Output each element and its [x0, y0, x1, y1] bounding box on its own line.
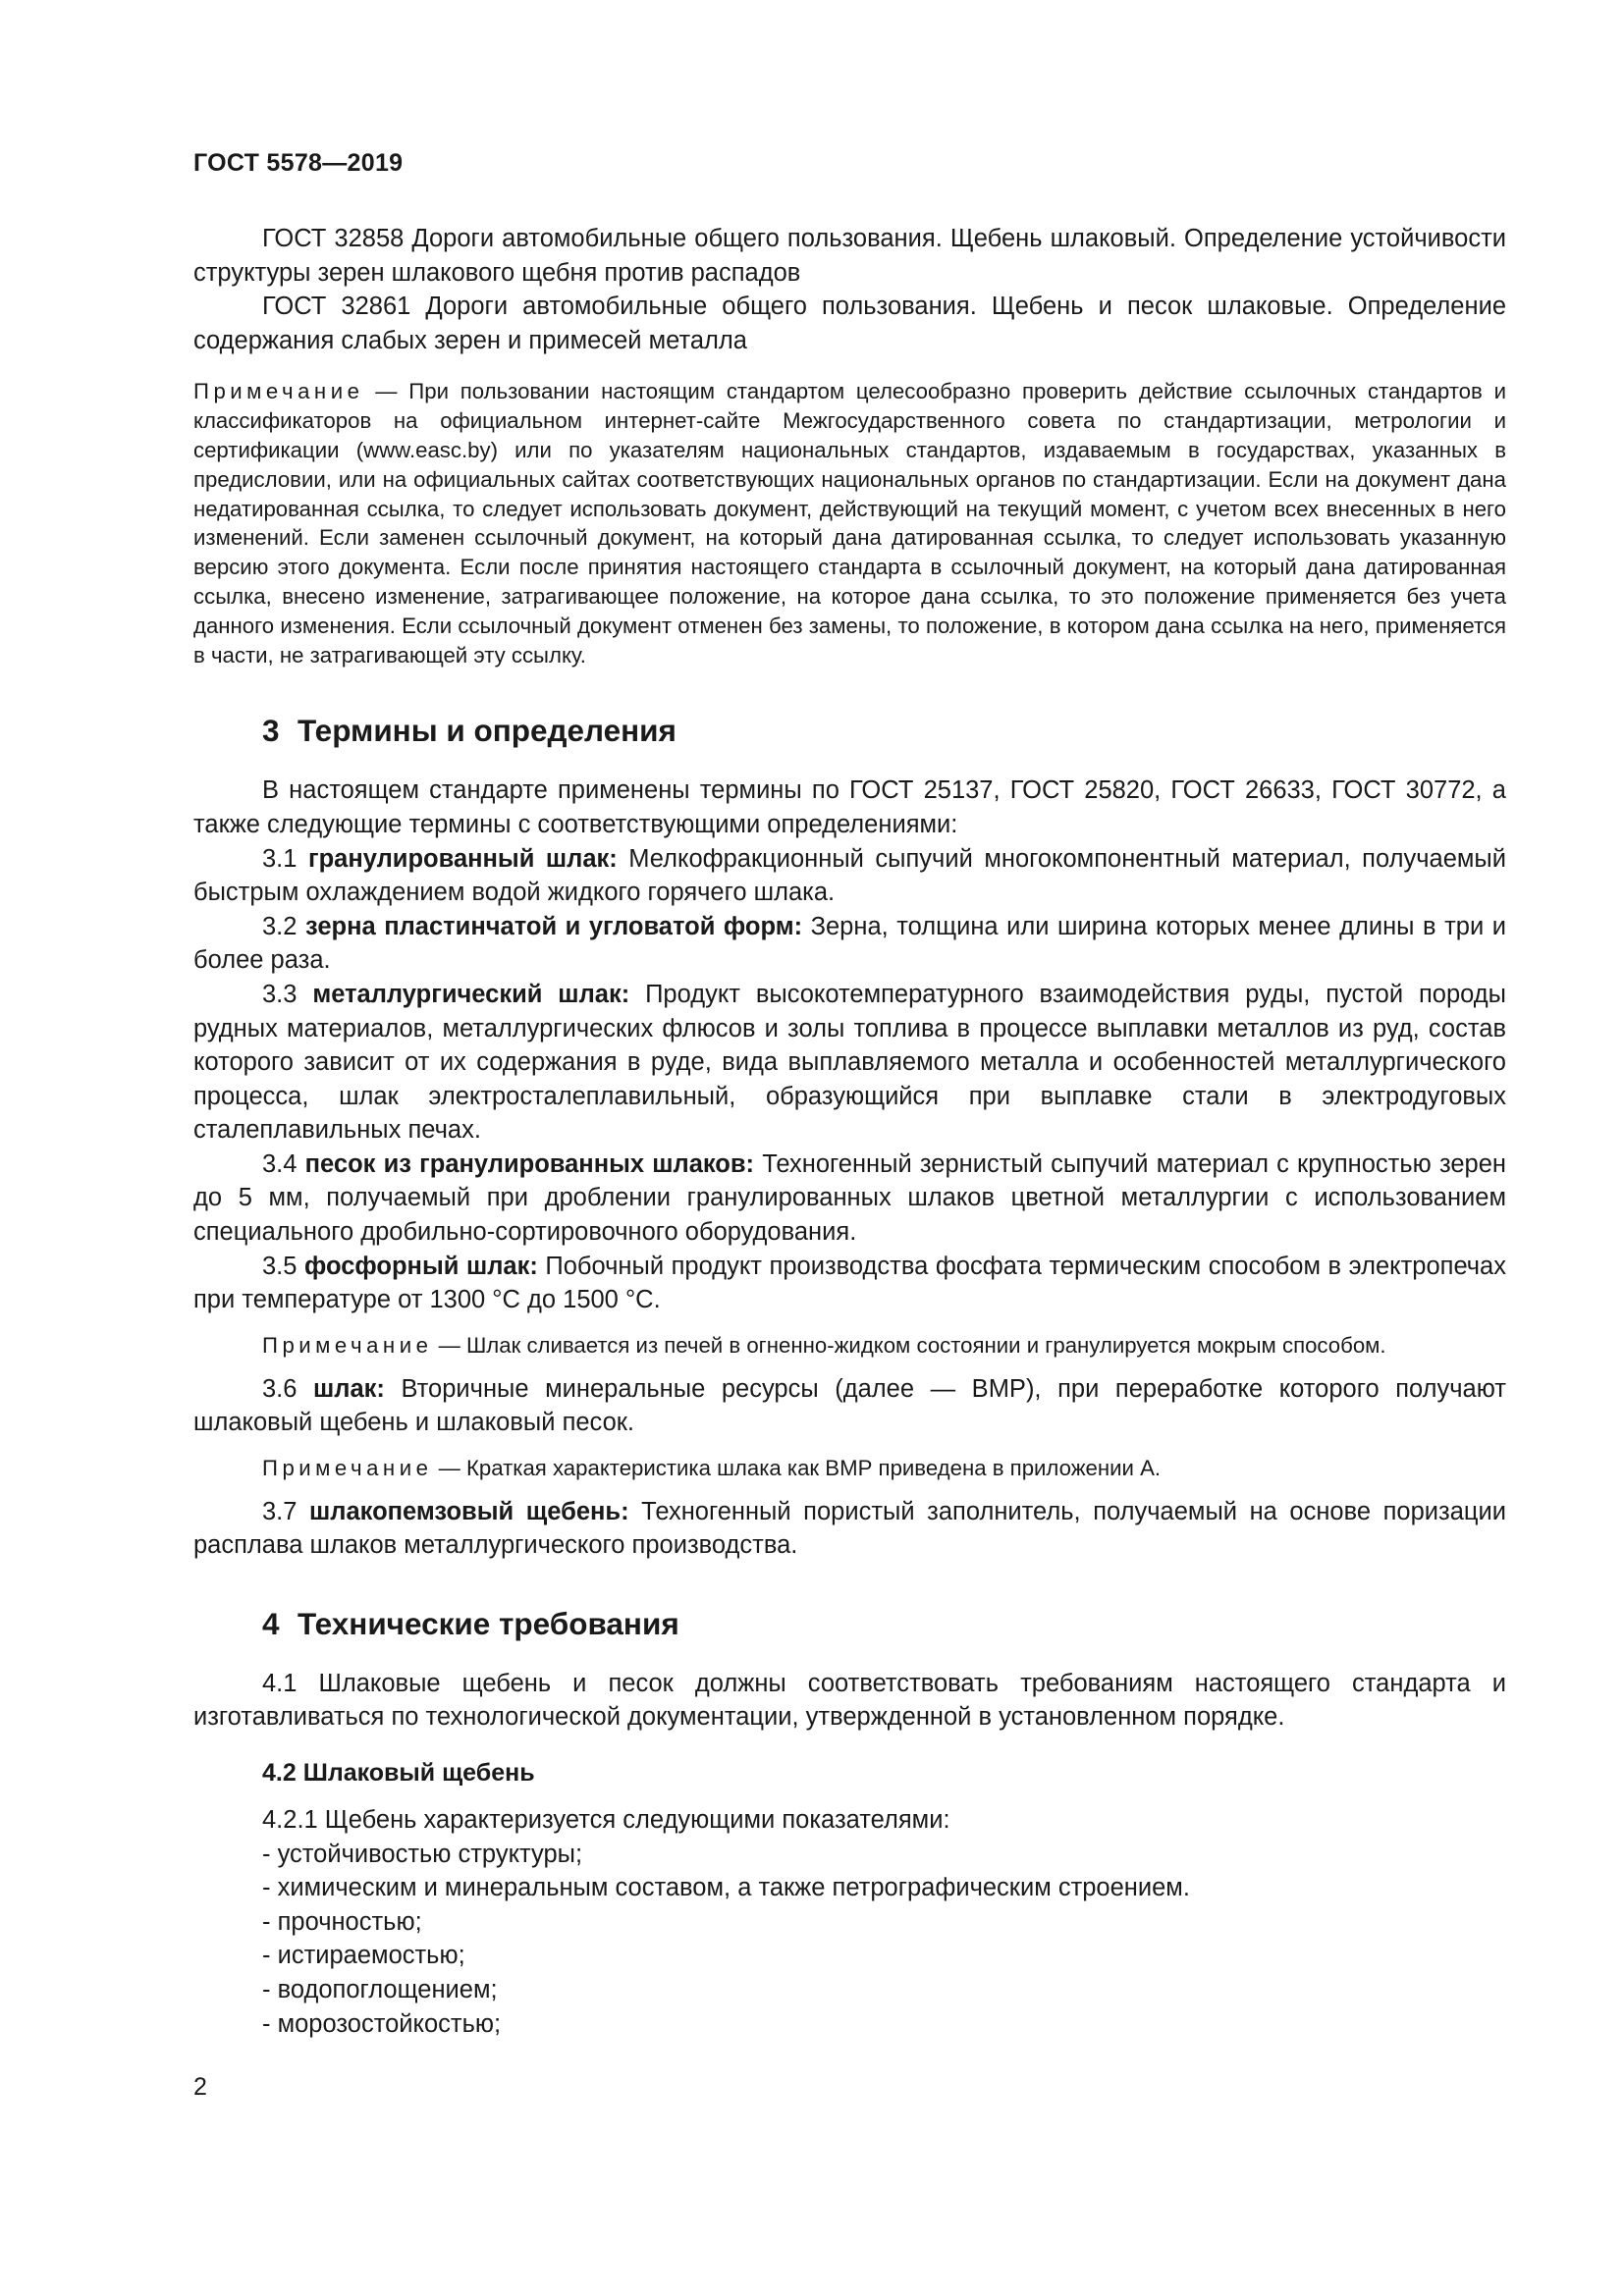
term-definition: Вторичные минеральные ресурсы (далее — ВМР), при переработке которого получают шлаковый щебень и шлаковый песок. [193, 1374, 1506, 1437]
note-dash: — [432, 1332, 466, 1358]
ref-gost-32858: ГОСТ 32858 Дороги автомобильные общего пользования. Щебень шлаковый. Определение устойчивости структуры зерен шлакового щебня против распадов [193, 225, 1506, 287]
list-item: - водопоглощением; [262, 1975, 498, 2003]
ref-gost-32861: ГОСТ 32861 Дороги автомобильные общего пользования. Щебень и песок шлаковые. Определение содержания слабых зерен и примесей металла [193, 293, 1506, 354]
page-number: 2 [193, 2073, 207, 2101]
term-definition: Зерна, толщина или ширина которых менее длины в три и более раза. [193, 912, 1506, 975]
term-name: зерна пластинчатой и угловатой форм: [304, 912, 803, 940]
section-number: 4 [262, 1605, 280, 1641]
note-dash: — [363, 379, 409, 404]
list-item: - устойчивостью структуры; [262, 1840, 583, 1868]
term-number: 3.7 [262, 1497, 298, 1525]
term-definition: Техногенный зернистый сыпучий материал с крупностью зерен до 5 мм, получаемый при дроблении гранулированных шлаков цветной металлургии с использованием специального дробильно-сортировочного оборудования. [193, 1149, 1506, 1247]
clause-4-1: 4.1 Шлаковые щебень и песок должны соответствовать требованиям настоящего стандарта и изготавливаться по технологической документации, утвержденной в установленном порядке. [193, 1669, 1506, 1732]
term-number: 3.4 [262, 1149, 298, 1178]
term-definition: Побочный продукт производства фосфата термическим способом в электропечах при температуре от 1300 °С до 1500 °С. [193, 1252, 1506, 1314]
note-label: Примечание [193, 379, 364, 404]
term-3-5 [193, 1250, 1506, 1317]
page-content [193, 222, 1506, 2041]
term-3-1 [193, 842, 1506, 910]
section-title: Технические требования [298, 1605, 679, 1641]
term-3-3 [193, 978, 1506, 1148]
term-name: гранулированный шлак: [307, 844, 618, 873]
term-3-5-note [193, 1331, 1506, 1361]
term-number: 3.3 [262, 980, 298, 1008]
term-definition: Продукт высокотемпературного взаимодействия руды, пустой породы рудных материалов, металлургических флюсов и золы топлива в процессе выплавки металлов из руд, состав которого зависит от их содержания в руде, вида выплавляемого металла и особенностей металлургического процесса, шлак электросталеплавильный, образующийся при выплавке стали в электродуговых сталеплавильных печах. [193, 980, 1506, 1145]
section-number: 3 [262, 713, 280, 749]
section-3-heading [262, 711, 1506, 750]
term-number: 3.2 [262, 912, 298, 940]
subsection-4-2-heading: 4.2 Шлаковый щебень [262, 1759, 535, 1787]
page-header-doc-code: ГОСТ 5578—2019 [193, 149, 404, 177]
term-name: шлак: [313, 1374, 385, 1403]
term-name: металлургический шлак: [312, 980, 630, 1008]
term-name: песок из гранулированных шлаков: [304, 1149, 755, 1178]
term-3-6 [193, 1372, 1506, 1440]
list-item: - химическим и минеральным составом, а также петрографическим строением. [262, 1874, 1190, 1902]
note-text: Краткая характеристика шлака как ВМР приведена в приложении А. [465, 1455, 1162, 1480]
term-number: 3.6 [262, 1374, 298, 1403]
term-3-4 [193, 1148, 1506, 1250]
section-title: Термины и определения [298, 713, 677, 749]
term-3-2 [193, 910, 1506, 978]
note-label: Примечание [262, 1332, 433, 1358]
list-item: - морозостойкостью; [262, 2009, 502, 2038]
clause-4-2-1: 4.2.1 Щебень характеризуется следующими показателями: [262, 1806, 950, 1834]
refs-note [193, 377, 1506, 669]
term-definition: Мелкофракционный сыпучий многокомпонентный материал, получаемый быстрым охлаждением водой жидкого горячего шлака. [193, 844, 1506, 907]
list-item: - прочностью; [262, 1907, 422, 1936]
term-name: фосфорный шлак: [304, 1252, 538, 1280]
term-number: 3.5 [262, 1252, 298, 1280]
note-label: Примечание [262, 1455, 433, 1480]
term-3-6-note [193, 1454, 1506, 1483]
term-name: шлакопемзовый щебень: [309, 1497, 629, 1525]
note-dash: — [432, 1455, 466, 1480]
section-3-intro: В настоящем стандарте применены термины по ГОСТ 25137, ГОСТ 25820, ГОСТ 26633, ГОСТ 30772, а также следующие термины с соответствующими определениями: [193, 776, 1506, 838]
term-number: 3.1 [262, 844, 298, 873]
term-definition: Техногенный пористый заполнитель, получаемый на основе поризации расплава шлаков металлургического производства. [193, 1497, 1506, 1560]
list-item: - истираемостью; [262, 1942, 465, 1970]
term-3-7 [193, 1495, 1506, 1563]
note-text: Шлак сливается из печей в огненно-жидком состоянии и гранулируется мокрым способом. [465, 1332, 1386, 1358]
section-4-heading [262, 1604, 1506, 1643]
note-text: При пользовании настоящим стандартом целесообразно проверить действие ссылочных стандартов и классификаторов на официальном интернет-сайте Межгосударственного совета по стандартизации, метрологии и сертификации (www.easc.by) или по указателям национальных стандартов, издаваемым в государствах, указанных в предисловии, или на официальных сайтах соответствующих национальных органов по стандартизации. Если на документ дана недатированная ссылка, то следует использовать документ, действующий на текущий момент, с учетом всех внесенных в него изменений. Если заменен ссылочный документ, на который дана датированная ссылка, то следует использовать указанную версию этого документа. Если после принятия настоящего стандарта в ссылочный документ, на который дана датированная ссылка, внесено изменение, затрагивающее положение, на которое дана ссылка, то это положение применяется без учета данного изменения. Если ссылочный документ отменен без замены, то положение, в котором дана ссылка на него, применяется в части, не затрагивающей эту ссылку. [193, 379, 1506, 667]
